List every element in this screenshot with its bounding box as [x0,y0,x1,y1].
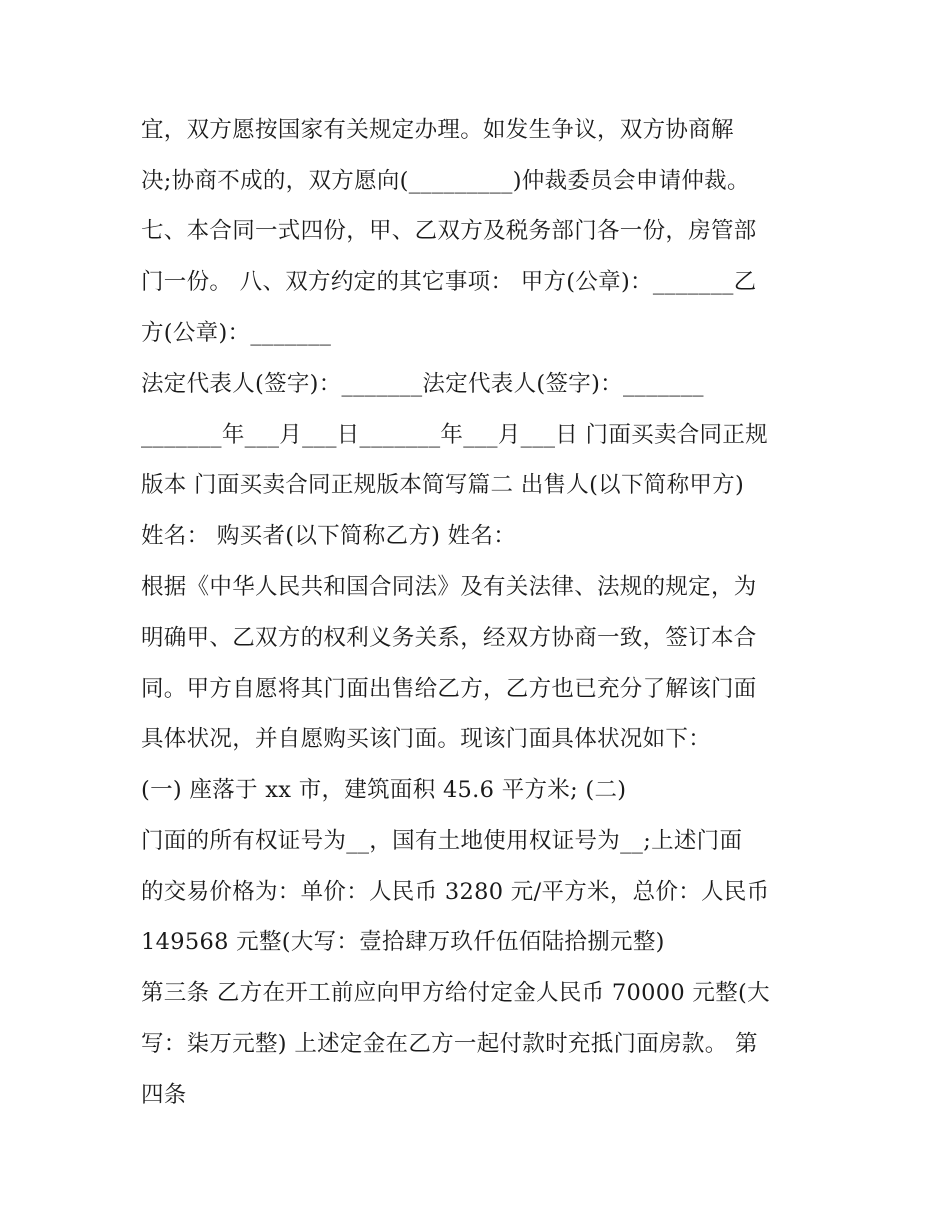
text-line: 决;协商不成的，双方愿向(_________)仲裁委员会申请仲裁。 [141,168,750,194]
text-line: 版本 门面买卖合同正规版本简写篇二 出售人(以下简称甲方) [141,472,745,498]
text-line: 姓名： 购买者(以下简称乙方) 姓名： [141,523,517,549]
text-line: 宜，双方愿按国家有关规定办理。如发生争议，双方协商解 [141,117,734,143]
text-line: 法定代表人(签字)：_______法定代表人(签字)：_______ [141,371,704,397]
text-line: 具体状况，并自愿购买该门面。现该门面具体状况如下： [141,726,712,752]
text-line: 明确甲、乙双方的权利义务关系，经双方协商一致，签订本合 [141,625,757,651]
text-line: 149568 元整(大写：壹拾肆万玖仟伍佰陆拾捌元整) [141,929,665,955]
text-line: 门一份。 八、双方约定的其它事项： 甲方(公章)：_______乙 [141,269,757,295]
text-line: 七、本合同一式四份，甲、乙双方及税务部门各一份，房管部 [141,218,757,244]
text-line: (一) 座落于 xx 市，建筑面积 45.6 平方米; (二) [141,777,627,803]
text-line: 方(公章)：_______ [141,320,332,346]
text-line: _______年___月___日_______年___月___日 门面买卖合同正规 [141,422,768,448]
text-line: 的交易价格为：单价：人民币 3280 元/平方米，总价：人民币 [141,879,770,905]
text-line: 根据《中华人民共和国合同法》及有关法律、法规的规定，为 [141,574,757,600]
text-line: 门面的所有权证号为__，国有土地使用权证号为__;上述门面 [141,828,743,854]
text-line: 第三条 乙方在开工前应向甲方给付定金人民币 70000 元整(大 [141,980,770,1006]
text-line: 四条 [141,1082,187,1108]
text-line: 同。甲方自愿将其门面出售给乙方，乙方也已充分了解该门面 [141,676,757,702]
text-line: 写：柒万元整) 上述定金在乙方一起付款时充抵门面房款。 第 [141,1031,758,1057]
